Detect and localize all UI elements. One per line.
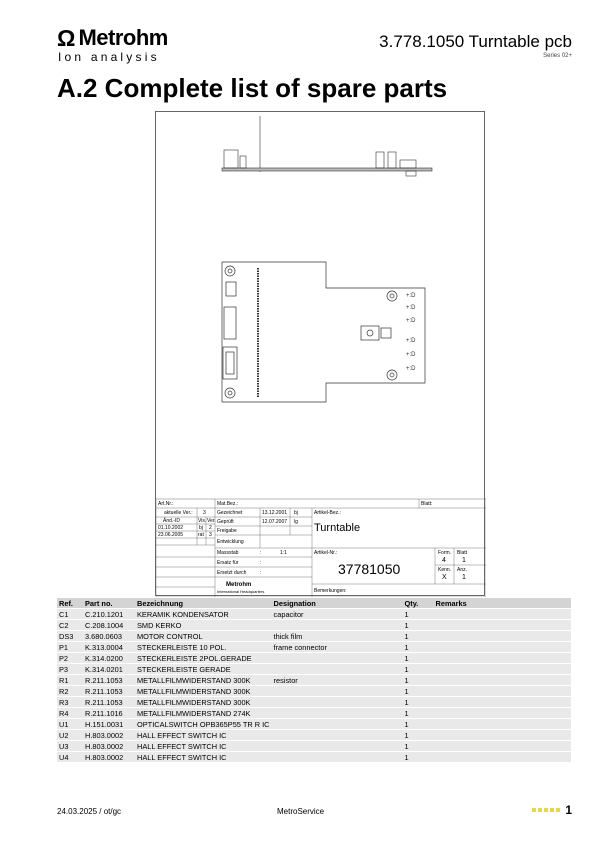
col-part-no: Part no. <box>83 598 135 609</box>
col-remarks: Remarks <box>434 598 571 609</box>
table-row <box>57 719 571 730</box>
tb-massstab-sep: : <box>260 550 262 556</box>
table-cell: STECKERLEISTE 10 POL. <box>135 642 272 653</box>
table-cell: C.210.1201 <box>83 609 135 620</box>
table-cell: 1 <box>403 642 434 653</box>
table-cell: P2 <box>57 653 83 664</box>
table-cell: R.211.1016 <box>83 708 135 719</box>
spare-parts-table <box>57 598 571 763</box>
table-row <box>57 730 571 741</box>
table-cell: K.313.0004 <box>83 642 135 653</box>
table-cell: METALLFILMWIDERSTAND 274K <box>135 708 272 719</box>
table-row <box>57 620 571 631</box>
tb-blatt-value: 1 <box>462 557 466 564</box>
footer-center: MetroService <box>277 807 325 816</box>
svg-text:+:D: +:D <box>406 338 416 344</box>
table-cell: R3 <box>57 697 83 708</box>
tb-rev-ver-2: 3 <box>209 532 212 538</box>
table-cell <box>434 620 571 631</box>
pcb-drawing-svg <box>156 112 486 597</box>
table-cell: C2 <box>57 620 83 631</box>
col-bezeichnung: Bezeichnung <box>135 598 272 609</box>
tb-vis-label: Vis. <box>198 518 207 524</box>
table-cell: HALL EFFECT SWITCH IC <box>135 752 272 763</box>
table-cell: METALLFILMWIDERSTAND 300K <box>135 686 272 697</box>
table-cell <box>272 620 403 631</box>
table-cell: 1 <box>403 609 434 620</box>
table-cell <box>434 730 571 741</box>
table-cell: H.803.0002 <box>83 752 135 763</box>
table-cell: DS3 <box>57 631 83 642</box>
tb-aend-id-label: Änd.-ID <box>163 518 180 524</box>
tb-company: Metrohm <box>226 582 252 588</box>
table-cell <box>272 686 403 697</box>
tb-aktuelle-ver-label: aktuelle Ver.: <box>164 510 193 516</box>
table-cell: P1 <box>57 642 83 653</box>
table-cell: R2 <box>57 686 83 697</box>
svg-text:+:D: +:D <box>406 318 416 324</box>
table-cell: 1 <box>403 664 434 675</box>
tb-company-sub: International Headquarters <box>217 589 265 594</box>
table-cell: METALLFILMWIDERSTAND 300K <box>135 697 272 708</box>
tb-entwicklung-label: Entwicklung <box>217 539 244 545</box>
tb-geprueft-date: 12.07.2007 <box>262 519 288 525</box>
tb-blatt-label: Blatt: <box>421 501 433 507</box>
table-row <box>57 664 571 675</box>
table-cell: STECKERLEISTE GERADE <box>135 664 272 675</box>
footer-date: 24.03.2025 / ot/gc <box>57 807 122 816</box>
table-cell <box>272 664 403 675</box>
col-qty: Qty. <box>403 598 434 609</box>
table-cell <box>434 675 571 686</box>
logo-brand: Metrohm <box>78 25 168 50</box>
pcb-top-view <box>222 262 425 402</box>
table-row <box>57 752 571 763</box>
tb-rev-ver-1: 2 <box>209 525 212 531</box>
table-cell: U1 <box>57 719 83 730</box>
table-row <box>57 631 571 642</box>
page-number: 1 <box>565 803 572 817</box>
table-cell: KERAMIK KONDENSATOR <box>135 609 272 620</box>
table-cell <box>272 741 403 752</box>
tb-ver-label: Ver. <box>207 518 216 524</box>
table-cell: SMD KERKO <box>135 620 272 631</box>
table-cell <box>272 708 403 719</box>
tb-massstab-value: 1:1 <box>280 550 287 556</box>
table-cell: capacitor <box>272 609 403 620</box>
tb-gezeichnet-by: bj <box>294 510 298 516</box>
table-cell <box>272 730 403 741</box>
table-cell: 3.680.0603 <box>83 631 135 642</box>
table-body <box>57 609 571 763</box>
svg-text:+:D: +:D <box>406 305 416 311</box>
tb-rev-vis-1: bj <box>199 525 203 531</box>
table-cell: METALLFILMWIDERSTAND 300K <box>135 675 272 686</box>
table-cell <box>434 686 571 697</box>
tb-artikel-nr-value: 37781050 <box>338 561 401 577</box>
table-cell: HALL EFFECT SWITCH IC <box>135 741 272 752</box>
tb-anz-label: Anz. <box>457 567 468 573</box>
tb-geprueft-by: lg <box>294 519 298 525</box>
table-cell: 1 <box>403 653 434 664</box>
table-cell: 1 <box>403 631 434 642</box>
table-cell: STECKERLEISTE 2POL.GERADE <box>135 653 272 664</box>
table-cell: HALL EFFECT SWITCH IC <box>135 730 272 741</box>
table-cell: U2 <box>57 730 83 741</box>
table-cell: H.803.0002 <box>83 741 135 752</box>
page-heading: A.2 Complete list of spare parts <box>57 73 448 103</box>
tb-geprueft-label: Geprüft <box>217 519 234 525</box>
tb-kenn-label: Kenn. <box>438 567 452 573</box>
table-cell: 1 <box>403 708 434 719</box>
table-cell <box>434 708 571 719</box>
table-cell <box>434 609 571 620</box>
table-cell: C.208.1004 <box>83 620 135 631</box>
table-cell <box>434 719 571 730</box>
table-cell <box>434 697 571 708</box>
table-cell: 1 <box>403 741 434 752</box>
table-cell: frame connector <box>272 642 403 653</box>
tb-aktuelle-ver-value: 3 <box>203 510 206 516</box>
table-cell: 1 <box>403 752 434 763</box>
tb-ersetzt-durch-sep: : <box>260 570 262 576</box>
table-cell: P3 <box>57 664 83 675</box>
tb-ersatz-fuer-sep: : <box>260 560 262 566</box>
table-row <box>57 708 571 719</box>
tb-blatt-short-label: Blatt <box>457 550 468 556</box>
tb-artikel-nr-label: Artikel-Nr.: <box>314 550 338 556</box>
table-cell <box>272 752 403 763</box>
table-cell: 1 <box>403 730 434 741</box>
footer-page <box>532 803 572 817</box>
tb-ersetzt-durch-label: Ersetzt durch <box>217 570 247 576</box>
tb-gezeichnet-date: 13.12.2001 <box>262 510 288 516</box>
table-cell <box>272 697 403 708</box>
svg-text:+:D: +:D <box>406 366 416 372</box>
table-cell: 1 <box>403 620 434 631</box>
pcb-drawing <box>155 111 485 596</box>
tb-artikel-bez-label: Artikel-Bez.: <box>314 510 341 516</box>
pcb-side-view <box>222 116 432 176</box>
page-dots-icon <box>532 808 560 812</box>
table-cell: H.151.0031 <box>83 719 135 730</box>
table-header-row <box>57 598 571 609</box>
table-row <box>57 653 571 664</box>
table-cell: 1 <box>403 697 434 708</box>
table-cell: K.314.0201 <box>83 664 135 675</box>
metrohm-logo <box>57 26 168 64</box>
table-cell: 1 <box>403 686 434 697</box>
tb-freigabe-label: Freigabe <box>217 528 237 534</box>
tb-rev-vis-2: rat <box>198 532 204 538</box>
table-row <box>57 642 571 653</box>
table-cell <box>434 752 571 763</box>
tb-art-nr-label: Art.Nr.: <box>158 501 174 507</box>
table-cell <box>434 642 571 653</box>
table-cell: OPTICALSWITCH OPB365P55 TR R IC <box>137 719 270 729</box>
table-cell: U3 <box>57 741 83 752</box>
tb-rev-date-2: 23.06.2005 <box>158 532 184 538</box>
col-ref: Ref. <box>57 598 83 609</box>
table-cell: thick film <box>272 631 403 642</box>
title-block-text <box>158 501 468 594</box>
document-title: 3.778.1050 Turntable pcb <box>379 32 572 51</box>
table-cell: H.803.0002 <box>83 730 135 741</box>
tb-artikel-bez-value: Turntable <box>314 522 361 534</box>
svg-text:+:D: +:D <box>406 293 416 299</box>
tb-ersatz-fuer-label: Ersatz für <box>217 560 239 566</box>
table-cell: 1 <box>403 719 434 730</box>
tb-format-value: 4 <box>442 557 446 564</box>
table-cell: R.211.1053 <box>83 686 135 697</box>
table-row <box>57 741 571 752</box>
table-cell <box>434 631 571 642</box>
table-cell <box>272 719 403 730</box>
table-cell: R.211.1053 <box>83 697 135 708</box>
tb-format-label: Form. <box>438 550 452 556</box>
omega-icon: Ω <box>57 25 76 51</box>
table-cell: U4 <box>57 752 83 763</box>
table-cell: R1 <box>57 675 83 686</box>
table-cell: R4 <box>57 708 83 719</box>
tb-gezeichnet-label: Gezeichnet <box>217 510 243 516</box>
logo-tagline: Ion analysis <box>58 50 160 64</box>
table-cell: C1 <box>57 609 83 620</box>
table-row <box>57 697 571 708</box>
table-cell: MOTOR CONTROL <box>135 631 272 642</box>
tb-massstab-label: Massstab <box>217 550 239 556</box>
svg-text:+:D: +:D <box>406 352 416 358</box>
table-cell: resistor <box>272 675 403 686</box>
document-series: Series 02+ <box>543 53 572 59</box>
table-cell: R.211.1053 <box>83 675 135 686</box>
table-row <box>57 686 571 697</box>
tb-bemerkungen-label: Bemerkungen: <box>314 588 347 594</box>
tb-anz-value: 1 <box>462 574 466 581</box>
tb-kenn-value: X <box>442 574 447 581</box>
table-cell <box>434 664 571 675</box>
tb-mat-bez-label: Mat.Bez.: <box>217 501 239 507</box>
table-cell <box>434 653 571 664</box>
tb-rev-date-1: 01.10.2002 <box>158 525 184 531</box>
table-row <box>57 609 571 620</box>
table-row <box>57 675 571 686</box>
table-cell: 1 <box>403 675 434 686</box>
table-cell <box>434 741 571 752</box>
table-cell: K.314.0200 <box>83 653 135 664</box>
col-designation: Designation <box>272 598 403 609</box>
table-cell <box>272 653 403 664</box>
